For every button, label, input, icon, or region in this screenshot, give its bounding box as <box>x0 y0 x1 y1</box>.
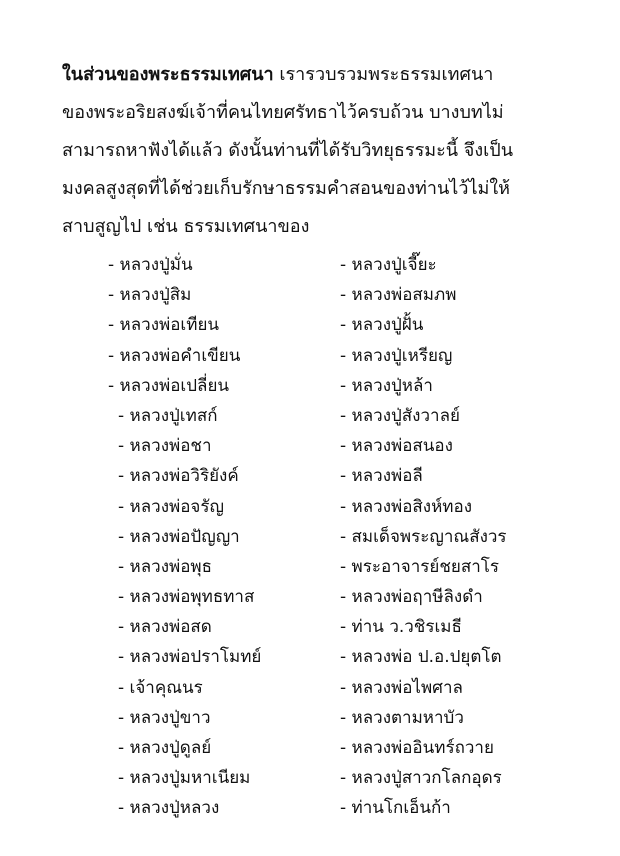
list-item-left: - หลวงพ่อวิริยังค์ <box>118 466 239 487</box>
list-row <box>0 250 620 280</box>
list-item-right: - หลวงปู่ฝั้น <box>340 315 424 336</box>
list-row <box>0 401 620 431</box>
list-item-left: - หลวงปู่ดูลย์ <box>118 738 212 758</box>
list-item-right: - หลวงพ่อ ป.อ.ปยุตโต <box>340 647 502 668</box>
list-item-right: - ท่านโกเอ็นก้า <box>340 798 451 819</box>
list-item-right: - หลวงพ่อฤาษีลิงดำ <box>340 587 483 608</box>
list-row <box>0 582 620 612</box>
list-item-right: - หลวงพ่อสมภพ <box>340 285 457 306</box>
list-item-right: - หลวงปู่สาวกโลกอุดร <box>340 768 502 789</box>
list-item-right: - สมเด็จพระญาณสังวร <box>340 526 507 547</box>
list-row <box>0 431 620 461</box>
list-item-right: - ท่าน ว.วชิรเมธี <box>340 617 462 638</box>
list-item-left: - หลวงปู่เทสก์ <box>118 405 218 426</box>
intro-line-2: ของพระอริยสงฆ์เจ้าที่คนไทยศรัทธาไว้ครบถ้วน บางบทไม่ <box>62 102 504 123</box>
intro-line-4: มงคลสูงสุดที่ได้ช่วยเก็บรักษาธรรมคำสอนของท่านไว้ไม่ให้ <box>62 178 511 199</box>
list-row <box>0 280 620 310</box>
list-item-left: - หลวงพ่อปัญญา <box>118 526 240 547</box>
list-row <box>0 492 620 522</box>
list-row <box>0 310 620 340</box>
list-item-left: - หลวงพ่อปราโมทย์ <box>118 647 262 668</box>
list-row <box>0 763 620 793</box>
list-item-right: - หลวงพ่อลี <box>340 466 423 487</box>
list-row <box>0 552 620 582</box>
list-item-left: - หลวงพ่อเปลี่ยน <box>108 375 230 396</box>
list-item-left: - หลวงปู่ขาว <box>118 707 211 728</box>
list-row <box>0 341 620 371</box>
list-item-left: - หลวงปู่มหาเนียม <box>118 768 251 789</box>
list-item-right: - หลวงพ่ออินทร์ถวาย <box>340 738 494 758</box>
list-item-left: - หลวงปู่สิม <box>108 285 192 306</box>
list-item-left: - หลวงปู่มั่น <box>108 255 193 275</box>
list-row <box>0 793 620 823</box>
intro-line-3: สามารถหาฟังได้แล้ว ดังนั้นท่านที่ได้รับวิทยุธรรมะนี้ จึงเป็น <box>62 140 514 161</box>
list-row <box>0 703 620 733</box>
list-item-left: - หลวงพ่อชา <box>118 436 212 457</box>
monk-list <box>0 250 620 824</box>
list-item-left: - หลวงพ่อเทียน <box>108 315 220 336</box>
list-item-right: - หลวงตามหาบัว <box>340 707 464 728</box>
list-item-left: - เจ้าคุณนร <box>118 677 203 698</box>
list-item-left: - หลวงพ่อพุธ <box>118 556 213 577</box>
intro-heading: ในส่วนของพระธรรมเทศนา <box>62 64 274 85</box>
list-item-right: - หลวงปู่สังวาลย์ <box>340 405 460 426</box>
list-row <box>0 642 620 672</box>
intro-line-1-text: เรารวบรวมพระธรรมเทศนา <box>273 64 494 85</box>
list-item-right: - หลวงพ่อไพศาล <box>340 677 463 698</box>
list-row <box>0 461 620 491</box>
list-row <box>0 733 620 763</box>
list-item-right: - หลวงปู่เจี๊ยะ <box>340 255 437 275</box>
list-row <box>0 522 620 552</box>
list-item-left: - หลวงพ่อพุทธทาส <box>118 587 255 608</box>
list-item-left: - หลวงพ่อคำเขียน <box>108 345 241 366</box>
list-item-left: - หลวงพ่อจรัญ <box>118 496 225 517</box>
list-row <box>0 371 620 401</box>
list-row <box>0 612 620 642</box>
list-item-right: - พระอาจารย์ชยสาโร <box>340 556 500 577</box>
list-item-right: - หลวงปู่เหรียญ <box>340 345 453 366</box>
list-item-left: - หลวงพ่อสด <box>118 617 212 638</box>
intro-line-1 <box>62 56 562 94</box>
intro-paragraph <box>62 56 562 246</box>
list-item-right: - หลวงปู่หล้า <box>340 375 433 396</box>
list-item-right: - หลวงพ่อสิงห์ทอง <box>340 496 473 517</box>
list-row <box>0 673 620 703</box>
list-item-left: - หลวงปู่หลวง <box>118 798 220 819</box>
list-item-right: - หลวงพ่อสนอง <box>340 436 453 457</box>
intro-line-5: สาบสูญไป เช่น ธรรมเทศนาของ <box>62 216 310 237</box>
